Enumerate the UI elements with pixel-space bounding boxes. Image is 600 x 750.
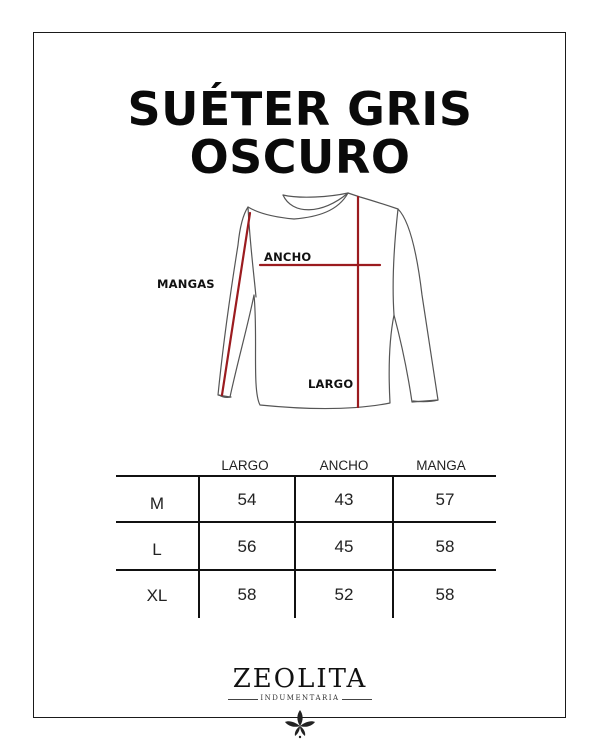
label-mangas: MANGAS bbox=[157, 277, 215, 291]
tagline-rule-right bbox=[342, 699, 372, 700]
table-row-size: L bbox=[152, 540, 162, 559]
neck-back bbox=[283, 193, 348, 197]
col-header-manga: MANGA bbox=[416, 458, 466, 473]
sweater-diagram bbox=[150, 185, 450, 425]
table-cell: 58 bbox=[237, 585, 257, 604]
table-cell: 58 bbox=[435, 585, 455, 604]
brand-name: ZEOLITA bbox=[232, 664, 368, 694]
table-rule-top bbox=[116, 475, 496, 477]
right-sleeve-seam bbox=[393, 209, 398, 315]
label-largo: LARGO bbox=[308, 377, 354, 391]
neckline bbox=[283, 193, 348, 210]
table-cell: 58 bbox=[435, 537, 455, 556]
table-cell: 54 bbox=[237, 490, 257, 509]
table-row-size: M bbox=[149, 494, 165, 513]
label-ancho: ANCHO bbox=[264, 250, 312, 264]
col-header-largo: LARGO bbox=[221, 458, 269, 473]
fleur-emblem-icon bbox=[280, 704, 320, 740]
brand-tagline: INDUMENTARIA bbox=[260, 694, 340, 702]
table-cell: 57 bbox=[435, 490, 455, 509]
table-cell: 52 bbox=[334, 585, 354, 604]
table-rule-1 bbox=[116, 521, 496, 523]
table-cell: 56 bbox=[237, 537, 257, 556]
table-row-size: XL bbox=[146, 586, 168, 605]
table-rule-2 bbox=[116, 569, 496, 571]
table-cell: 43 bbox=[334, 490, 354, 509]
title-line-1: SUÉTER GRIS bbox=[127, 82, 473, 136]
col-header-ancho: ANCHO bbox=[319, 458, 369, 473]
table-cell: 45 bbox=[334, 537, 354, 556]
sleeve-measure-line bbox=[222, 213, 250, 395]
title-line-2: OSCURO bbox=[189, 130, 411, 184]
